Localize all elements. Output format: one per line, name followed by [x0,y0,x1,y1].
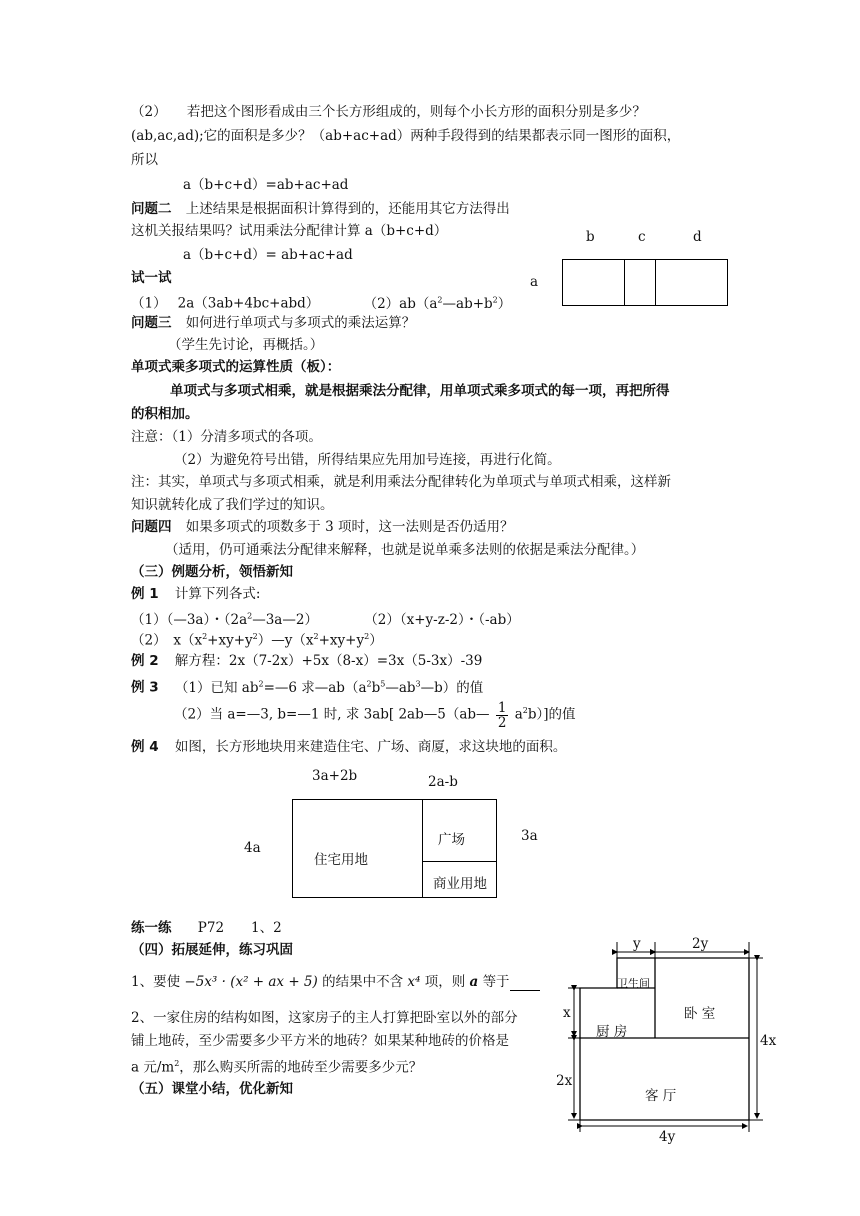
try-problem-1: （1） 2a（3ab+4bc+abd） [131,295,320,312]
extension-problem-2: a 元$/m^2$，那么购买所需的地砖至少需要多少元？ [131,1059,423,1076]
label-kitchen: 厨 房 [596,1024,628,1040]
label-2x: 2x [556,1073,573,1089]
fraction: $\frac{1}{2}$ [497,699,507,731]
example-3-part-2: （2）当 a=—3, b=—1 时, 求 3ab[ 2ab—5（ab— $\frac{1}{2}$ $a^2b$）]的值 [174,699,576,731]
label-4x: 4x [760,1033,777,1049]
example-text: 计算下列各式: [174,586,261,602]
section-title: （三）例题分析，领悟新知 [131,564,293,580]
question-label: 问题四 [131,519,172,535]
label-top-right: 2a-b [428,774,458,790]
example-label: 例 3 [131,679,159,696]
section-title: （四）拓展延伸，练习巩固 [131,942,293,958]
example-item: （1）（—3a）・$(2a^2—3a—2)$ [131,611,318,628]
example-1-item: （2） $x(x^2+xy+y^2)—y(x^2+xy+y^2)$ [131,632,383,649]
example-label: 例 2 [131,653,159,669]
formula-line: a（b+c+d）= ab+ac+ad [183,247,353,263]
label-right: 3a [521,828,538,844]
extension-problem-2: 铺上地砖，至少需要多少平方米的地砖？如果某种地砖的价格是 [131,1033,509,1049]
label-y: y [633,936,641,952]
label-commercial: 商业用地 [433,876,487,892]
label-plaza: 广场 [438,832,465,848]
text-line: 所以 [131,152,158,168]
extension-problem-2: 2、一家住房的结构如图，这家房子的主人打算把卧室以外的部分 [131,1010,518,1026]
label-c: c [638,229,646,245]
label-residential: 住宅用地 [314,852,368,868]
question-label: 问题二 [131,201,172,217]
question-text: 上述结果是根据面积计算得到的，还能用其它方法得出 [185,201,510,217]
text-line: （学生先讨论，再概括。） [168,337,324,353]
note-line: 知识就转化成了我们学过的知识。 [131,497,334,513]
label-living-room: 客 厅 [645,1088,677,1104]
formula-line: a（b+c+d）=ab+ac+ad [183,177,349,193]
text-line: （适用，仍可通乘法分配律来解释，也就是说单乘多法则的依据是乘法分配律。） [165,542,645,558]
label-top-left: 3a+2b [312,768,358,784]
section-title: （五）课堂小结，优化新知 [131,1081,293,1097]
label-x: x [563,1005,571,1021]
example-label: 例 1 [131,586,159,602]
question-text: 如果多项式的项数多于 3 项时，这一法则是否仍适用？ [185,519,514,535]
note-line: 注意：（1）分清多项式的各项。 [131,429,322,445]
text-line: 这机关报结果吗？试用乘法分配律计算 a（b+c+d） [131,223,448,239]
label-4y: 4y [659,1129,676,1145]
practice-text: P72 1、2 [197,920,282,936]
rule-text: 单项式与多项式相乘，就是根据乘法分配律，用单项式乘多项式的每一项，再把所得 [170,383,670,399]
example-item: （2）（x+y-z-2）・（-ab） [364,611,520,628]
text-line: (ab,ac,ad);它的面积是多少？（ab+ac+ad）两种手段得到的结果都表示同一图形的面积， [131,128,681,144]
math-var: a [469,974,479,990]
example-label: 例 4 [131,739,159,755]
practice-label: 练一练 [131,920,172,936]
label-bathroom: 卫生间 [617,977,650,990]
example-text: 如图，长方形地块用来建造住宅、广场、商厦，求这块地的面积。 [174,739,567,755]
note-line: 注：其实，单项式与多项式相乘，就是利用乘法分配律转化为单项式与单项式相乘，这样新 [131,474,671,490]
math-term: x⁴ [407,974,421,990]
rule-text: 的积相加。 [131,406,199,422]
label-b: b [586,229,595,245]
try-problem-2: $(2)ab(a^2—ab+b^2)$ [363,295,512,312]
section-title: 试一试 [131,270,172,286]
label-d: d [693,229,702,245]
question-text: 如何进行单项式与多项式的乘法运算？ [185,315,416,331]
text-line: （2） 若把这个图形看成由三个长方形组成的，则每个小长方形的面积分别是多少？ [131,104,646,120]
section-title: 单项式乘多项式的运算性质（板）： [131,359,341,375]
example-text: （1）已知 $ab^2=—6$ 求$—ab(a^2b^5—ab^3—b)$的值 [174,679,484,696]
label-bedroom: 卧 室 [684,1006,716,1022]
label-left: 4a [244,840,261,856]
example-text: 解方程：2x（7-2x）+5x（8-x）=3x（5-3x）-39 [174,653,483,669]
label-a: a [530,274,539,290]
extension-problem-1: 1、要使 −5x³ · (x² + ax + 5) 的结果中不含 x⁴ 项，则 a 等于 [131,973,540,991]
label-2y: 2y [692,936,709,952]
note-line: （2）为避免符号出错，所得结果应先用加号连接，再进行化简。 [174,452,561,468]
math-expression: −5x³ · (x² + ax + 5) [184,974,318,990]
question-label: 问题三 [131,315,172,331]
